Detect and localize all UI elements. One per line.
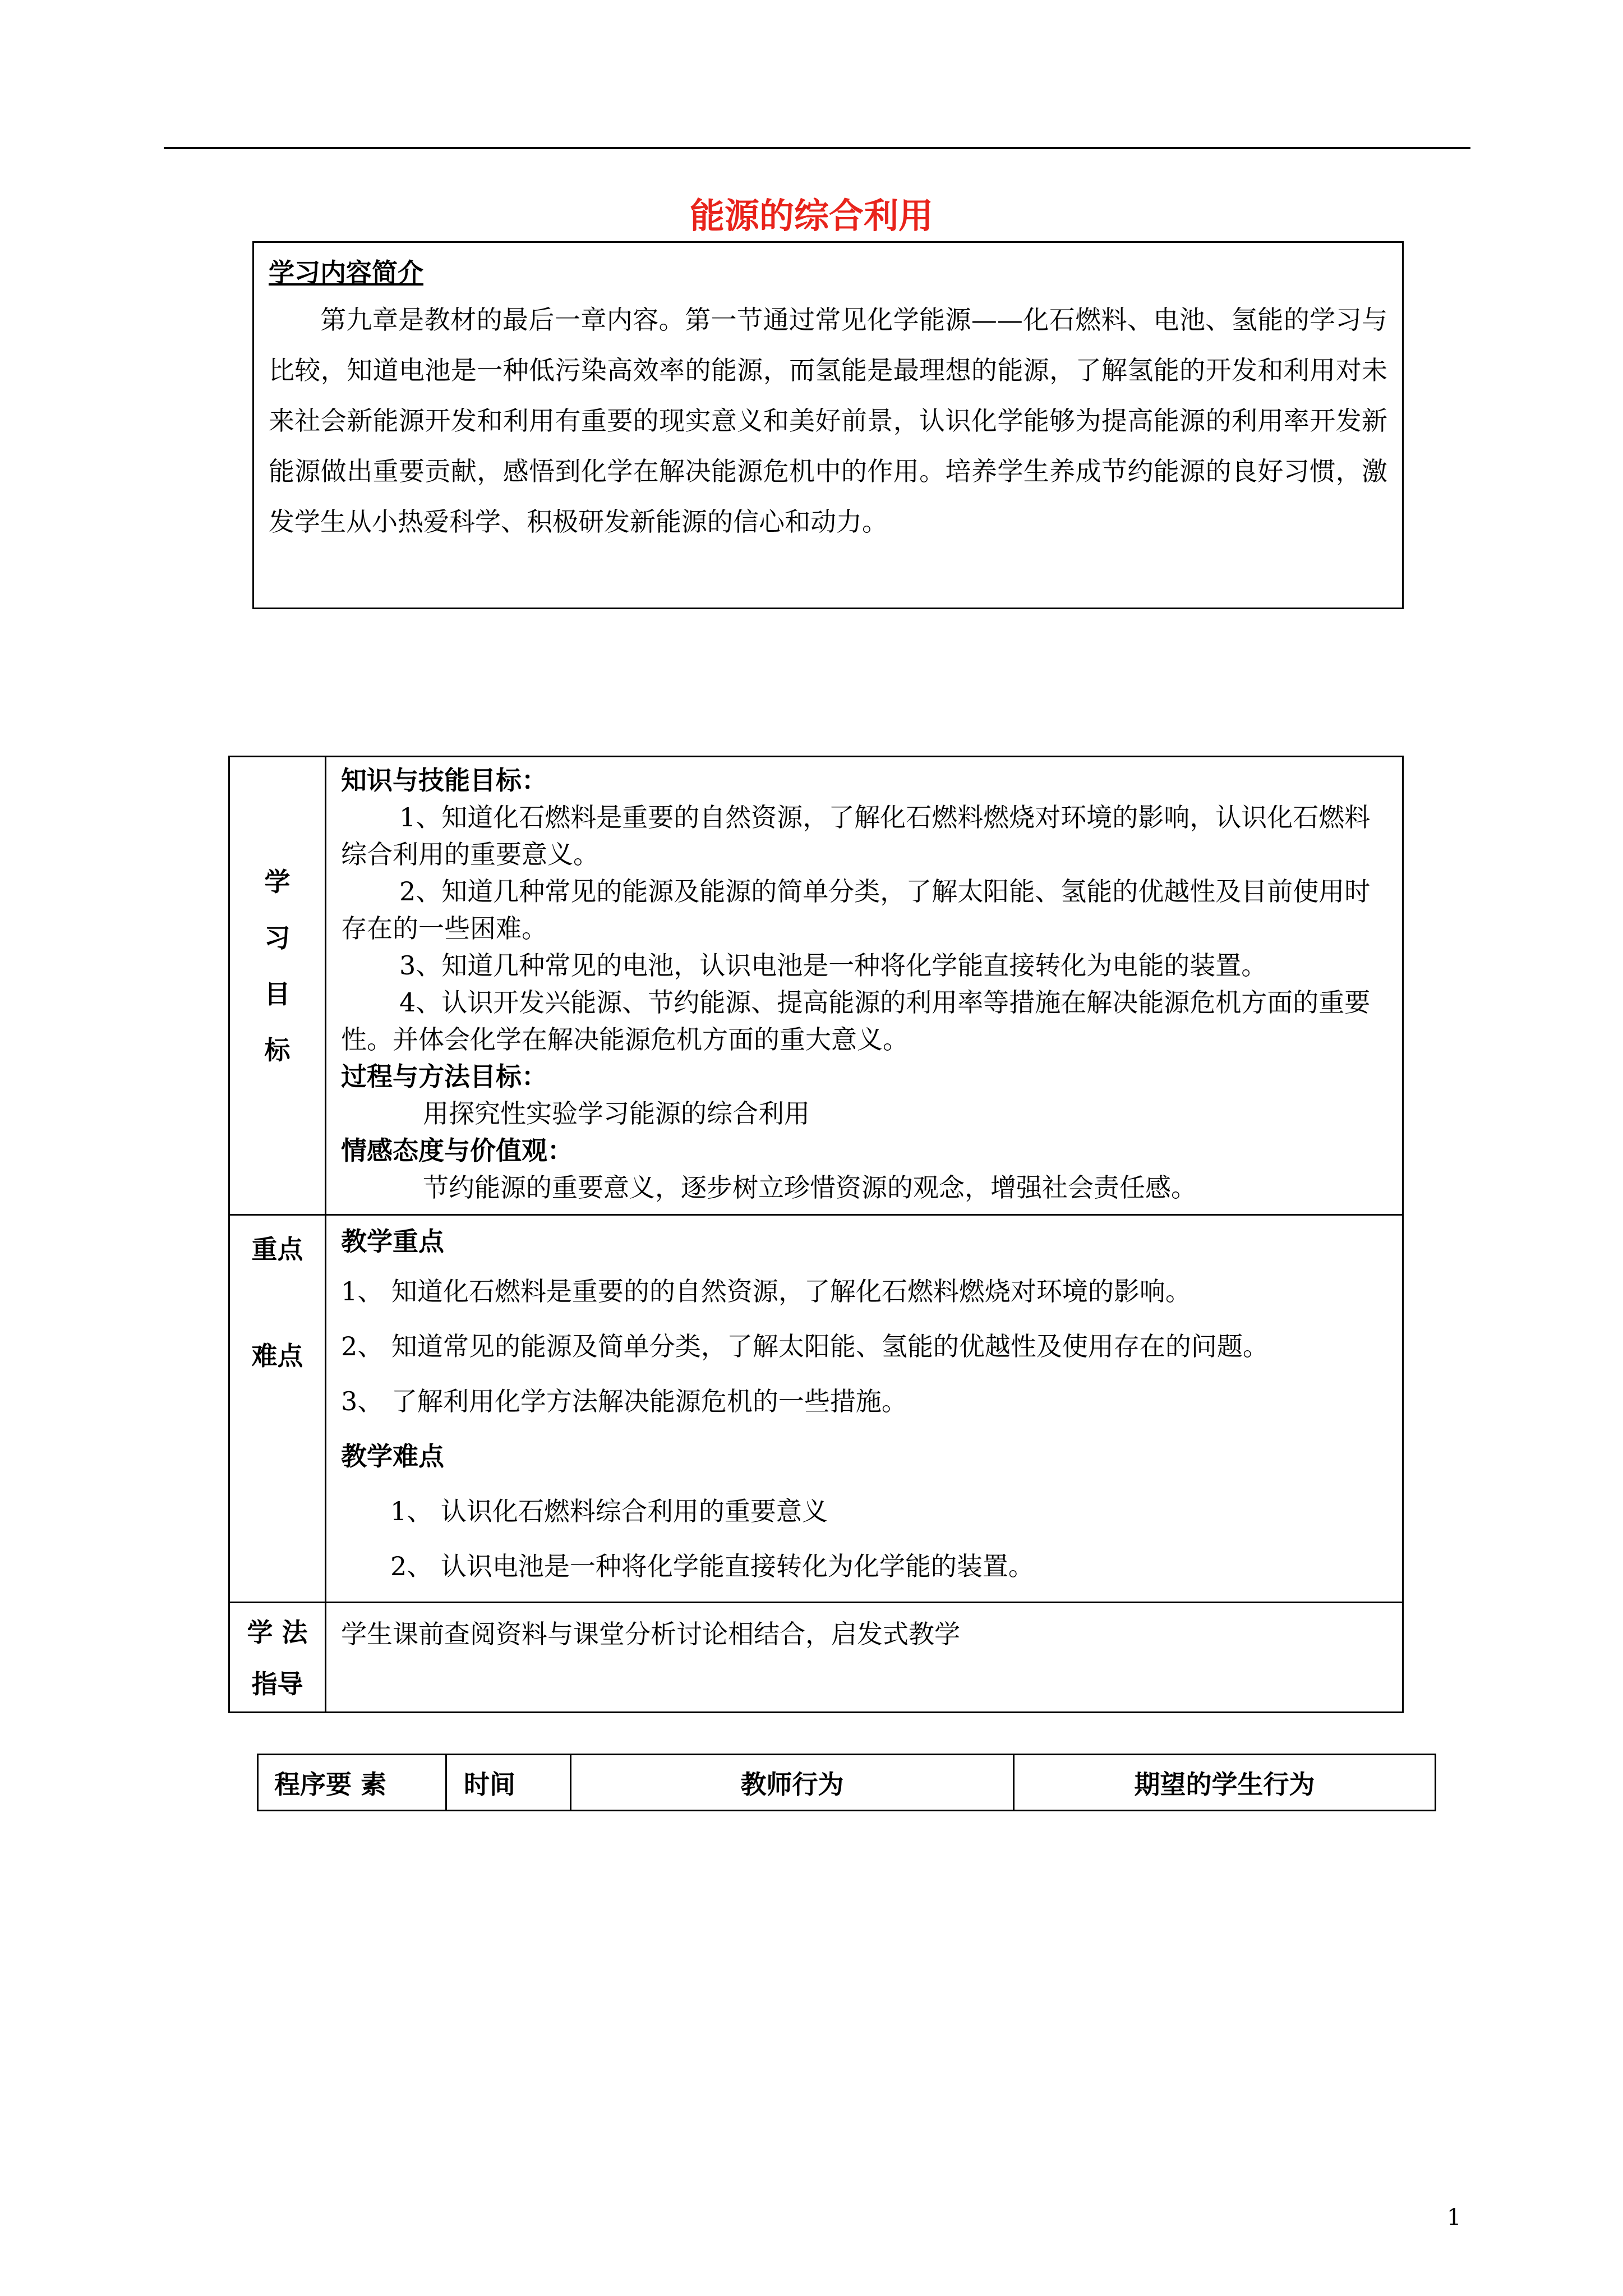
keypoints-row xyxy=(229,1215,1403,1603)
difficult-heading: 教学难点 xyxy=(341,1441,444,1471)
procedure-table xyxy=(257,1754,1436,1811)
goals-label-char: 标 xyxy=(264,1034,291,1065)
keypoints-label-cell xyxy=(229,1215,326,1603)
emotion-heading: 情感态度与价值观： xyxy=(341,1135,573,1166)
goals-content-cell xyxy=(326,757,1403,1215)
method-label-bottom: 指导 xyxy=(251,1669,303,1699)
keypoints-label-bottom: 难点 xyxy=(251,1341,303,1371)
procedure-header-cell: 时间 xyxy=(446,1755,571,1811)
intro-body: 第九章是教材的最后一章内容。第一节通过常见化学能源——化石燃料、电池、氢能的学习与比较，知道电池是一种低污染高效率的能源，而氢能是最理想的能源，了解氢能的开发和利用对未来社会新能源开发和利用有重要的现实意义和美好前景，认识化学能够为提高能源的利用率开发新能源做出重要贡献，感悟到化学在解决能源危机中的作用。培养学生养成节约能源的良好习惯，激发学生从小热爱科学、积极研发新能源的信心和动力。 xyxy=(269,305,1387,537)
goals-label-char: 学 xyxy=(264,866,291,897)
goals-label-char: 目 xyxy=(264,978,291,1009)
process-text: 用探究性实验学习能源的综合利用 xyxy=(423,1098,810,1129)
goals-table xyxy=(228,756,1404,1713)
procedure-header-cell: 教师行为 xyxy=(571,1755,1014,1811)
header-rule xyxy=(164,147,1470,149)
key-heading: 教学重点 xyxy=(341,1226,444,1257)
intro-heading: 学习内容简介 xyxy=(269,257,423,288)
keypoints-content-cell xyxy=(326,1215,1403,1603)
knowledge-item: 3、知道几种常见的电池，认识电池是一种将化学能直接转化为电能的装置。 xyxy=(399,950,1267,981)
method-label-cell xyxy=(229,1603,326,1713)
method-content-cell xyxy=(326,1603,1403,1713)
keypoints-label-top: 重点 xyxy=(251,1234,303,1264)
intro-box xyxy=(252,241,1404,609)
goals-row xyxy=(229,757,1403,1215)
method-label-top: 学 法 xyxy=(247,1617,308,1648)
key-item: 1、 知道化石燃料是重要的的自然资源，了解化石燃料燃烧对环境的影响。 xyxy=(341,1276,1191,1306)
knowledge-item: 1、知道化石燃料是重要的自然资源，了解化石燃料燃烧对环境的影响，认识化石燃料综合利用的重要意义。 xyxy=(341,802,1371,869)
knowledge-item: 2、知道几种常见的能源及能源的简单分类，了解太阳能、氢能的优越性及目前使用时存在的一些困难。 xyxy=(341,876,1371,944)
procedure-header-row xyxy=(258,1755,1436,1811)
goals-label-cell xyxy=(229,757,326,1215)
goals-label-char: 习 xyxy=(264,922,291,953)
procedure-header-cell: 期望的学生行为 xyxy=(1014,1755,1436,1811)
page-number: 1 xyxy=(1447,2205,1461,2230)
emotion-text: 节约能源的重要意义，逐步树立珍惜资源的观念，增强社会责任感。 xyxy=(423,1172,1197,1203)
page-title: 能源的综合利用 xyxy=(689,195,933,236)
procedure-header-cell: 程序要 素 xyxy=(258,1755,446,1811)
key-item: 3、 了解利用化学方法解决能源危机的一些措施。 xyxy=(341,1386,907,1416)
difficult-item: 1、 认识化石燃料综合利用的重要意义 xyxy=(390,1496,828,1526)
method-text: 学生课前查阅资料与课堂分析讨论相结合，启发式教学 xyxy=(341,1619,960,1649)
difficult-item: 2、 认识电池是一种将化学能直接转化为化学能的装置。 xyxy=(390,1551,1034,1581)
method-row xyxy=(229,1603,1403,1713)
process-heading: 过程与方法目标： xyxy=(341,1061,547,1092)
knowledge-item: 4、认识开发兴能源、节约能源、提高能源的利用率等措施在解决能源危机方面的重要性。并体会化学在解决能源危机方面的重大意义。 xyxy=(341,987,1371,1055)
key-item: 2、 知道常见的能源及简单分类，了解太阳能、氢能的优越性及使用存在的问题。 xyxy=(341,1331,1269,1361)
knowledge-heading: 知识与技能目标： xyxy=(341,765,547,795)
